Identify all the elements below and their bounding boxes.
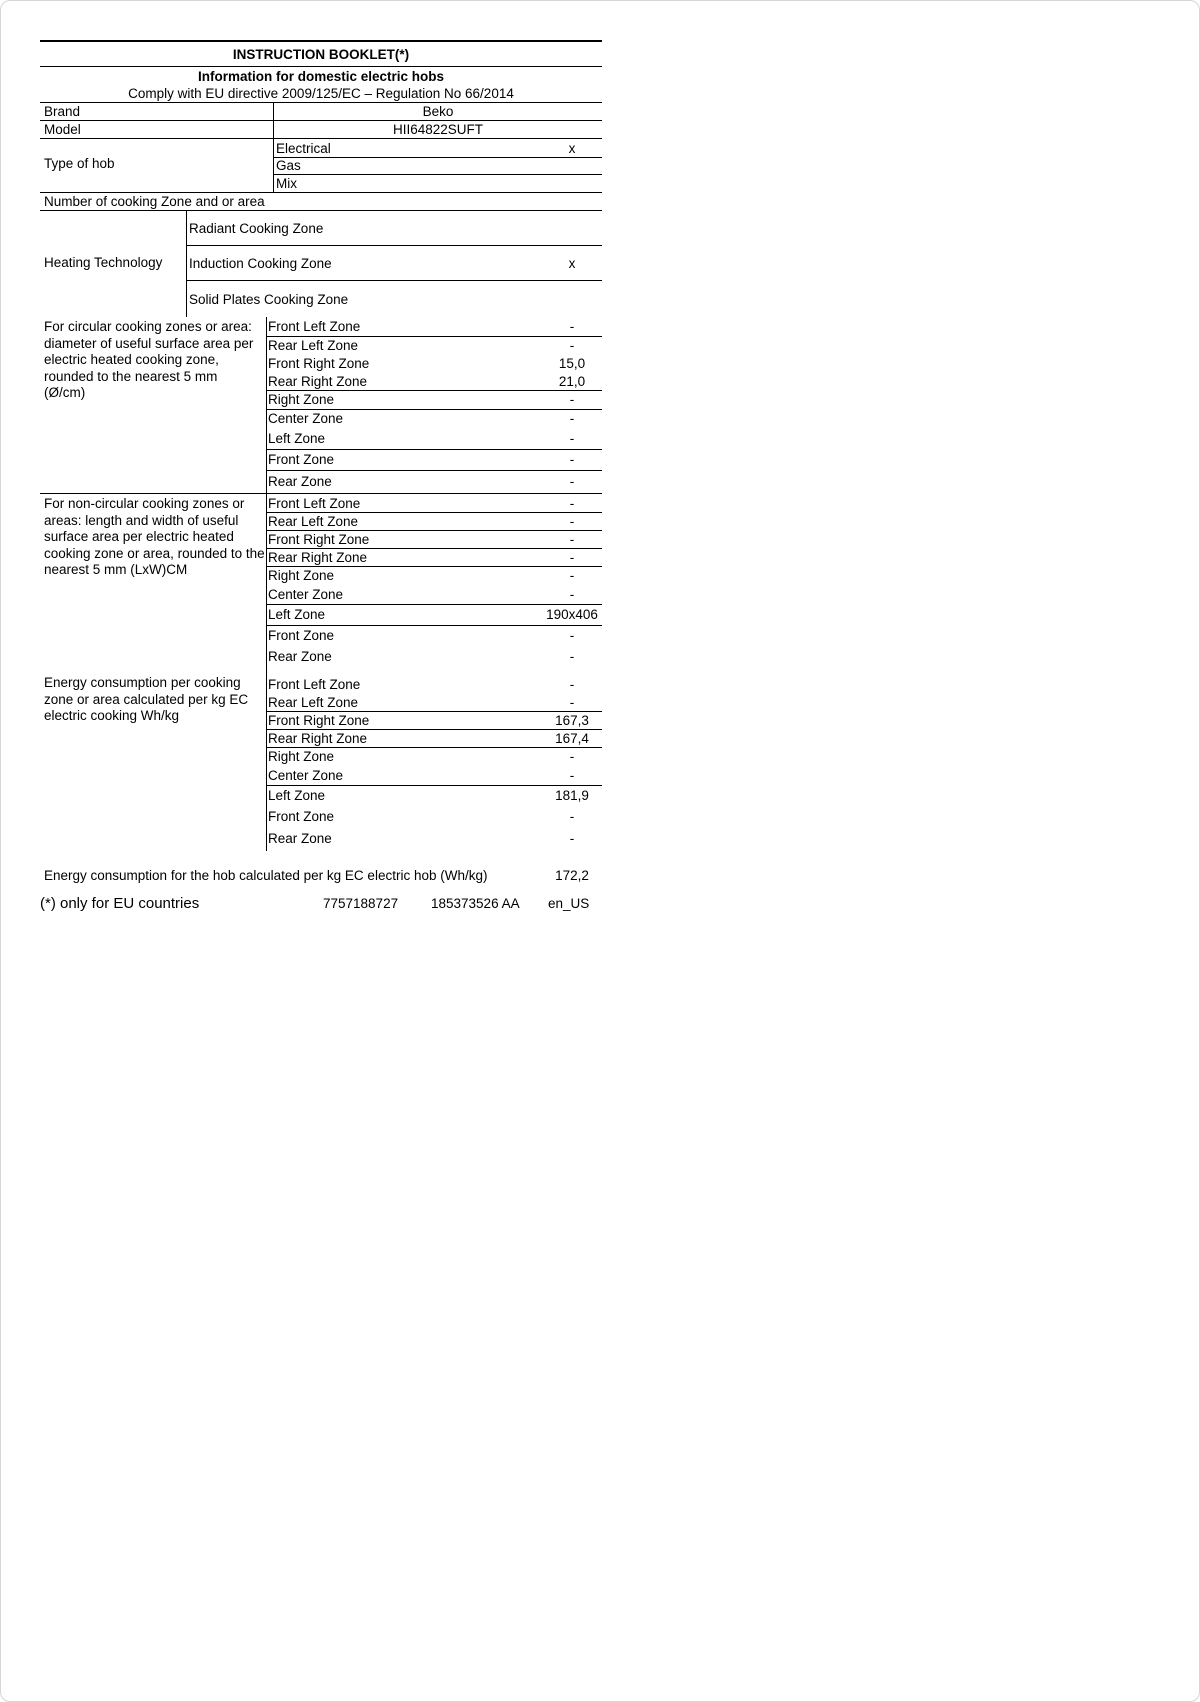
heating-induction-label: Induction Cooking Zone <box>189 255 332 271</box>
instruction-booklet-table <box>40 40 602 917</box>
noncircular-zone-row <box>40 512 602 530</box>
noncircular-zone-row <box>40 566 602 585</box>
heating-radiant <box>187 211 602 246</box>
circular-zone-row <box>40 470 602 492</box>
zone-name: Front Right Zone <box>268 712 370 728</box>
hob-type-section <box>40 139 602 192</box>
zone-name: Front Right Zone <box>268 355 370 371</box>
zone-name: Left Zone <box>268 607 326 622</box>
hob-type-gas-label: Gas <box>276 158 301 173</box>
hob-type-electrical-label: Electrical <box>276 140 331 156</box>
heating-solid-plates-label: Solid Plates Cooking Zone <box>189 291 349 307</box>
zone-value: - <box>569 830 575 846</box>
noncircular-zones-section <box>40 494 602 675</box>
booklet-title: INSTRUCTION BOOKLET(*) <box>232 46 410 62</box>
zone-value: 181,9 <box>555 788 589 803</box>
heating-radiant-label: Radiant Cooking Zone <box>189 220 324 236</box>
zone-value: - <box>569 319 575 334</box>
directive-text: Comply with EU directive 2009/125/EC – Regulation No 66/2014 <box>128 86 514 101</box>
zone-value: 190x406 <box>546 607 598 622</box>
brand-row <box>40 103 602 120</box>
footer-code-2: 185373526 AA <box>431 896 520 911</box>
zone-name: Front Left Zone <box>268 676 361 692</box>
zone-value: - <box>569 628 575 643</box>
energy_zone-zone-row <box>40 766 602 785</box>
circular-zones-label: For circular cooking zones or area: diameter of useful surface area per electric heated cooking zone, rounded to the nearest 5 mm (Ø/cm) <box>44 319 254 400</box>
hob-type-electrical-mark: x <box>568 140 576 156</box>
model-label: Model <box>44 122 81 137</box>
zone-name: Rear Left Zone <box>268 513 359 529</box>
zone-name: Rear Left Zone <box>268 337 359 353</box>
zone-name: Rear Left Zone <box>268 694 359 710</box>
zone-name: Center Zone <box>268 768 344 783</box>
circular-zones-section <box>40 317 602 494</box>
circular-zones-list <box>40 317 602 492</box>
zone-value: 21,0 <box>558 373 586 389</box>
zone-name: Left Zone <box>268 431 326 446</box>
zone-value: - <box>569 495 575 511</box>
hob-type-gas <box>274 157 602 175</box>
booklet-subtitle: Information for domestic electric hobs <box>197 68 445 84</box>
hob-type-electrical <box>274 139 602 158</box>
noncircular-zone-row <box>40 530 602 548</box>
zone-count-label: Number of cooking Zone and or area <box>44 194 265 209</box>
footer-note: (*) only for EU countries <box>40 895 200 912</box>
zone-name: Front Left Zone <box>268 495 361 511</box>
noncircular-zone-row <box>40 604 602 625</box>
noncircular-zone-row <box>40 585 602 604</box>
energy_zone-zone-row <box>40 806 602 827</box>
zone-name: Front Zone <box>268 809 335 824</box>
model-row <box>40 121 602 138</box>
energy_zone-zone-row <box>40 729 602 747</box>
zone-value: - <box>569 473 575 489</box>
zone-name: Center Zone <box>268 587 344 602</box>
zone-name: Rear Right Zone <box>268 549 368 565</box>
zone-name: Left Zone <box>268 788 326 803</box>
energy_zone-zone-row <box>40 693 602 711</box>
zone-value: - <box>569 749 575 764</box>
footer-code-1: 7757188727 <box>323 896 399 911</box>
circular-zone-row <box>40 449 602 470</box>
zone-value: - <box>569 676 575 692</box>
hob-type-mix-label: Mix <box>276 176 297 191</box>
energy_zone-zone-row <box>40 747 602 766</box>
zone-value: - <box>569 809 575 824</box>
zone-name: Rear Right Zone <box>268 373 368 389</box>
zone-value: - <box>569 649 575 664</box>
hob-type-label: Type of hob <box>44 156 115 171</box>
zone-name: Front Zone <box>268 452 335 467</box>
circular-zone-row <box>40 372 602 390</box>
zone-value: - <box>569 768 575 783</box>
model-value: HII64822SUFT <box>392 122 484 137</box>
energy-hob-value: 172,2 <box>555 867 589 883</box>
energy-per-zone-section <box>40 675 602 851</box>
energy-per-zone-list <box>40 675 602 849</box>
heating-induction-mark: x <box>568 255 576 271</box>
heating-technology-section <box>40 211 602 317</box>
circular-zone-row <box>40 409 602 428</box>
footer-locale: en_US <box>548 896 590 911</box>
zone-name: Rear Zone <box>268 649 332 664</box>
circular-zone-row <box>40 354 602 372</box>
energy-hob-label: Energy consumption for the hob calculated per kg EC electric hob (Wh/kg) <box>44 867 488 883</box>
zone-value: - <box>569 337 575 353</box>
energy_zone-zone-row <box>40 675 602 693</box>
circular-zone-row <box>40 336 602 354</box>
zone-value: - <box>569 431 575 446</box>
noncircular-zone-row <box>40 548 602 566</box>
heating-induction <box>187 246 602 281</box>
zone-value: - <box>569 531 575 547</box>
noncircular-zone-row <box>40 646 602 667</box>
heating-solid-plates <box>187 281 602 317</box>
zone-value: - <box>569 513 575 529</box>
zone-value: - <box>569 452 575 467</box>
zone-name: Rear Right Zone <box>268 730 368 746</box>
zone-name: Right Zone <box>268 568 335 583</box>
zone-value: - <box>569 694 575 710</box>
brand-label: Brand <box>44 104 81 119</box>
noncircular-zones-label: For non-circular cooking zones or areas: length and width of useful surface area per electric heated cooking zone or area, rounded to the nearest 5 mm (LxW)CM <box>44 496 265 577</box>
energy-per-zone-label: Energy consumption per cooking zone or area calculated per kg EC electric cooking Wh/kg <box>44 675 249 723</box>
energy_zone-zone-row <box>40 785 602 806</box>
zone-value: 15,0 <box>558 355 586 371</box>
circular-zone-row <box>40 317 602 336</box>
zone-name: Front Right Zone <box>268 531 370 547</box>
circular-zone-row <box>40 428 602 449</box>
zone-value: - <box>569 568 575 583</box>
noncircular-zone-row <box>40 494 602 512</box>
zone-name: Front Left Zone <box>268 319 361 334</box>
heating-technology-label: Heating Technology <box>44 255 163 270</box>
footer <box>40 895 602 917</box>
zone-value: 167,4 <box>555 730 589 746</box>
noncircular-zone-row <box>40 625 602 646</box>
energy_zone-zone-row <box>40 827 602 849</box>
zone-count-row <box>40 193 602 210</box>
zone-name: Right Zone <box>268 749 335 764</box>
energy_zone-zone-row <box>40 711 602 729</box>
hob-type-mix <box>274 175 602 192</box>
brand-value: Beko <box>422 104 454 119</box>
zone-name: Center Zone <box>268 411 344 426</box>
zone-name: Front Zone <box>268 628 335 643</box>
zone-value: - <box>569 392 575 407</box>
zone-value: - <box>569 549 575 565</box>
zone-value: - <box>569 587 575 602</box>
zone-name: Right Zone <box>268 392 335 407</box>
zone-value: - <box>569 411 575 426</box>
zone-value: 167,3 <box>555 712 589 728</box>
noncircular-zones-list <box>40 494 602 667</box>
circular-zone-row <box>40 390 602 409</box>
zone-name: Rear Zone <box>268 830 332 846</box>
energy-hob-row <box>40 855 602 895</box>
zone-name: Rear Zone <box>268 473 332 489</box>
